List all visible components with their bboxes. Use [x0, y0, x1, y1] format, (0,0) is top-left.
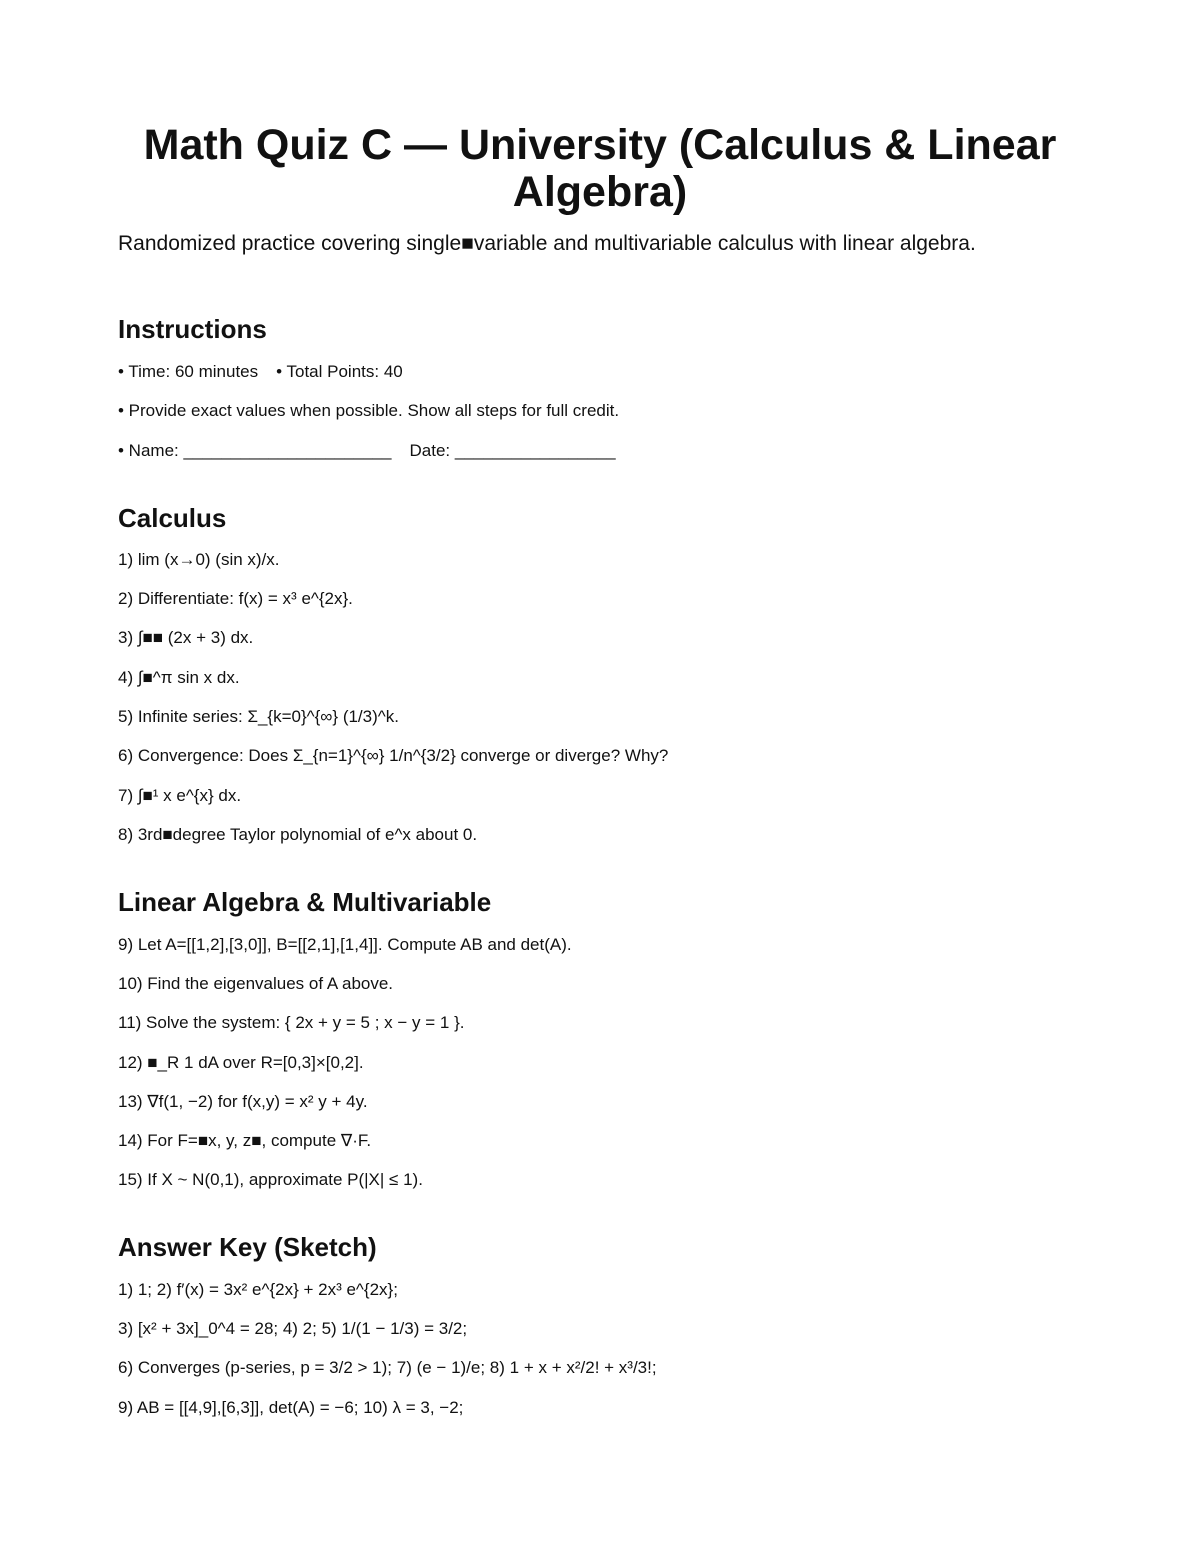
exact-values-instruction: • Provide exact values when possible. Show all steps for full credit.: [118, 401, 620, 420]
time-text: • Time: 60 minutes: [118, 362, 259, 381]
question-8: 8) 3rd■degree Taylor polynomial of e^x about 0.: [118, 825, 478, 844]
question-12: 12) ■_R 1 dA over R=[0,3]×[0,2].: [118, 1053, 364, 1072]
question-10: 10) Find the eigenvalues of A above.: [118, 974, 394, 993]
linear-algebra-heading: Linear Algebra & Multivariable: [118, 887, 492, 917]
question-6: 6) Convergence: Does Σ_{n=1}^{∞} 1/n^{3/2} converge or diverge? Why?: [118, 746, 669, 765]
name-field: • Name: ______________________: [118, 441, 392, 460]
answer-line-2: 3) [x² + 3x]_0^4 = 28; 4) 2; 5) 1/(1 − 1/3) = 3/2;: [118, 1319, 468, 1338]
instructions-heading: Instructions: [118, 314, 267, 344]
calculus-heading: Calculus: [118, 503, 227, 533]
question-14: 14) For F=■x, y, z■, compute ∇·F.: [118, 1131, 372, 1150]
time-points-line: [118, 361, 403, 383]
answer-line-3: 6) Converges (p-series, p = 3/2 > 1); 7) (e − 1)/e; 8) 1 + x + x²/2! + x³/3!;: [118, 1358, 657, 1377]
answer-line-1: 1) 1; 2) f′(x) = 3x² e^{2x} + 2x³ e^{2x};: [118, 1280, 398, 1299]
question-5: 5) Infinite series: Σ_{k=0}^{∞} (1/3)^k.: [118, 707, 399, 726]
question-1: 1) lim (x→0) (sin x)/x.: [118, 550, 280, 569]
page-title: Math Quiz C — University (Calculus & Linear Algebra): [143, 121, 1057, 216]
question-2: 2) Differentiate: f(x) = x³ e^{2x}.: [118, 589, 353, 608]
question-13: 13) ∇f(1, −2) for f(x,y) = x² y + 4y.: [118, 1092, 368, 1111]
name-date-line: [118, 440, 616, 462]
page-subtitle: Randomized practice covering single■variable and multivariable calculus with linear algebra.: [118, 232, 976, 255]
question-4: 4) ∫■^π sin x dx.: [118, 668, 240, 687]
question-7: 7) ∫■¹ x e^{x} dx.: [118, 786, 242, 805]
answer-key-heading: Answer Key (Sketch): [118, 1232, 377, 1262]
question-15: 15) If X ~ N(0,1), approximate P(|X| ≤ 1).: [118, 1170, 423, 1189]
answer-line-4: 9) AB = [[4,9],[6,3]], det(A) = −6; 10) λ = 3, −2;: [118, 1398, 464, 1417]
question-11: 11) Solve the system: { 2x + y = 5 ; x − y = 1 }.: [118, 1013, 465, 1032]
question-3: 3) ∫■■ (2x + 3) dx.: [118, 628, 254, 647]
date-field: Date: _________________: [409, 441, 616, 460]
total-points-text: • Total Points: 40: [276, 362, 403, 381]
question-9: 9) Let A=[[1,2],[3,0]], B=[[2,1],[1,4]]. Compute AB and det(A).: [118, 935, 572, 954]
